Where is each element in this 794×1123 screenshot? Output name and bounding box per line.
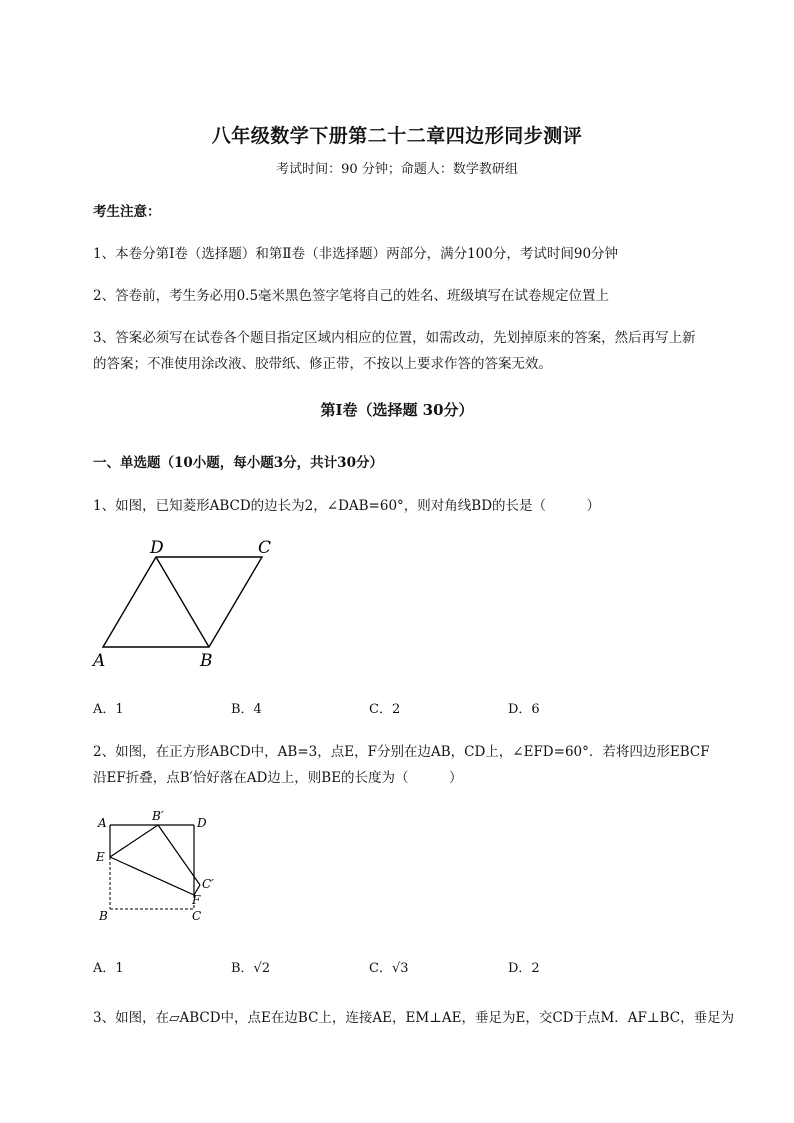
label-b-prime: B′ <box>152 809 164 823</box>
question-3-stem: 3、如图，在▱ABCD中，点E在边BC上，连接AE，EM⊥AE，垂足为E，交CD于点M．AF⊥BC，垂足为 <box>93 1010 735 1026</box>
notice-item-2: 2、答卷前，考生务必用0.5毫米黑色签字笔将自己的姓名、班级填写在试卷规定位置上 <box>93 288 610 304</box>
notice-item-1: 1、本卷分第Ⅰ卷（选择题）和第Ⅱ卷（非选择题）两部分，满分100分，考试时间90分钟 <box>93 246 619 262</box>
label-d: D <box>197 816 207 830</box>
label-c: C <box>258 538 272 558</box>
option-b: B．√2 <box>231 961 271 976</box>
label-a: A <box>93 651 106 671</box>
label-b: B <box>200 651 213 671</box>
section-heading: 一、单选题（10小题，每小题3分，共计30分） <box>93 455 383 471</box>
label-c: C <box>192 909 202 923</box>
page-title: 八年级数学下册第二十二章四边形同步测评 <box>211 125 583 147</box>
option-c: C．√3 <box>369 961 409 976</box>
option-a: A．1 <box>93 702 124 717</box>
rhombus-figure <box>88 535 288 675</box>
square-fold-figure <box>90 805 230 925</box>
option-c: C．2 <box>369 702 401 717</box>
notice-heading: 考生注意： <box>93 204 161 220</box>
notice-item-3: 3、答案必须写在试卷各个题目指定区域内相应的位置，如需改动，先划掉原来的答案，然后再写上新 <box>93 330 696 346</box>
notice-item-3-cont: 的答案；不准使用涂改液、胶带纸、修正带，不按以上要求作答的答案无效。 <box>93 356 552 372</box>
label-b: B <box>99 909 108 923</box>
label-c-prime: C′ <box>202 877 214 891</box>
question-2-stem-line1: 2、如图，在正方形ABCD中，AB=3，点E，F分别在边AB，CD上，∠EFD=60°．若将四边形EBCF <box>93 744 710 760</box>
label-a: A <box>98 816 107 830</box>
question-2-stem-line2: 沿EF折叠，点B′恰好落在AD边上，则BE的长度为（ ） <box>93 770 463 786</box>
question-1-options <box>93 698 693 718</box>
exam-info: 考试时间：90 分钟；命题人：数学教研组 <box>276 162 518 177</box>
label-e: E <box>96 850 105 864</box>
option-d: D．6 <box>508 702 540 717</box>
question-1-stem: 1、如图，已知菱形ABCD的边长为2，∠DAB=60°，则对角线BD的长是（ ） <box>93 498 601 514</box>
label-d: D <box>150 538 164 558</box>
option-a: A．1 <box>93 961 124 976</box>
option-d: D．2 <box>508 961 540 976</box>
part1-title: 第Ⅰ卷（选择题 30分） <box>320 401 474 419</box>
question-2-options <box>93 957 693 977</box>
label-f: F <box>192 893 201 907</box>
option-b: B．4 <box>231 702 262 717</box>
